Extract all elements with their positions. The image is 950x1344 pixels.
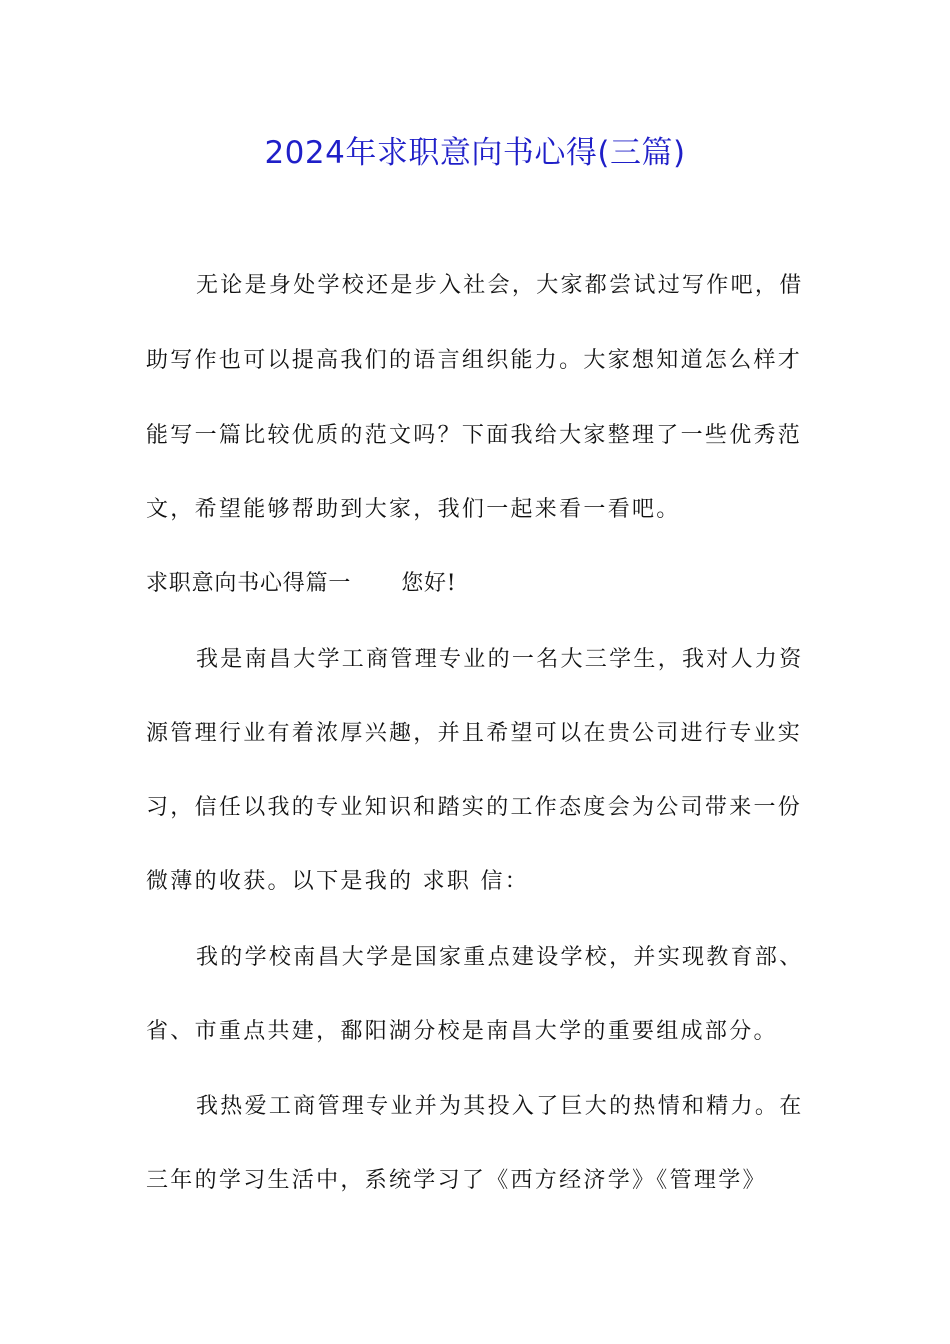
greeting: 您好! [401,571,457,596]
paragraph-line: 能写一篇比较优质的范文吗？下面我给大家整理了一些优秀范 [146,423,803,448]
section-heading: 求职意向书心得篇一 [146,571,352,596]
paragraph-line: 省、市重点共建，鄱阳湖分校是南昌大学的重要组成部分。 [146,1019,778,1044]
paragraph-line: 我是南昌大学工商管理专业的一名大三学生，我对人力资 [196,647,804,672]
paragraph-line: 源管理行业有着浓厚兴趣，并且希望可以在贵公司进行专业实 [146,721,803,746]
paragraph-line: 我热爱工商管理专业并为其投入了巨大的热情和精力。在 [196,1094,804,1119]
paragraph-line: 微薄的收获。以下是我的 求职 信： [146,869,530,894]
page-title: 2024年求职意向书心得(三篇) [264,135,686,171]
paragraph-line: 助写作也可以提高我们的语言组织能力。大家想知道怎么样才 [146,348,803,373]
paragraph-line: 文，希望能够帮助到大家，我们一起来看一看吧。 [146,497,681,522]
paragraph-line: 习，信任以我的专业知识和踏实的工作态度会为公司带来一份 [146,795,803,820]
paragraph-line: 三年的学习生活中，系统学习了《西方经济学》《管理学》 [146,1168,767,1193]
section-heading-row [146,564,806,604]
paragraph-line: 我的学校南昌大学是国家重点建设学校，并实现教育部、 [196,945,804,970]
paragraph-line: 无论是身处学校还是步入社会，大家都尝试过写作吧，借 [196,273,804,298]
